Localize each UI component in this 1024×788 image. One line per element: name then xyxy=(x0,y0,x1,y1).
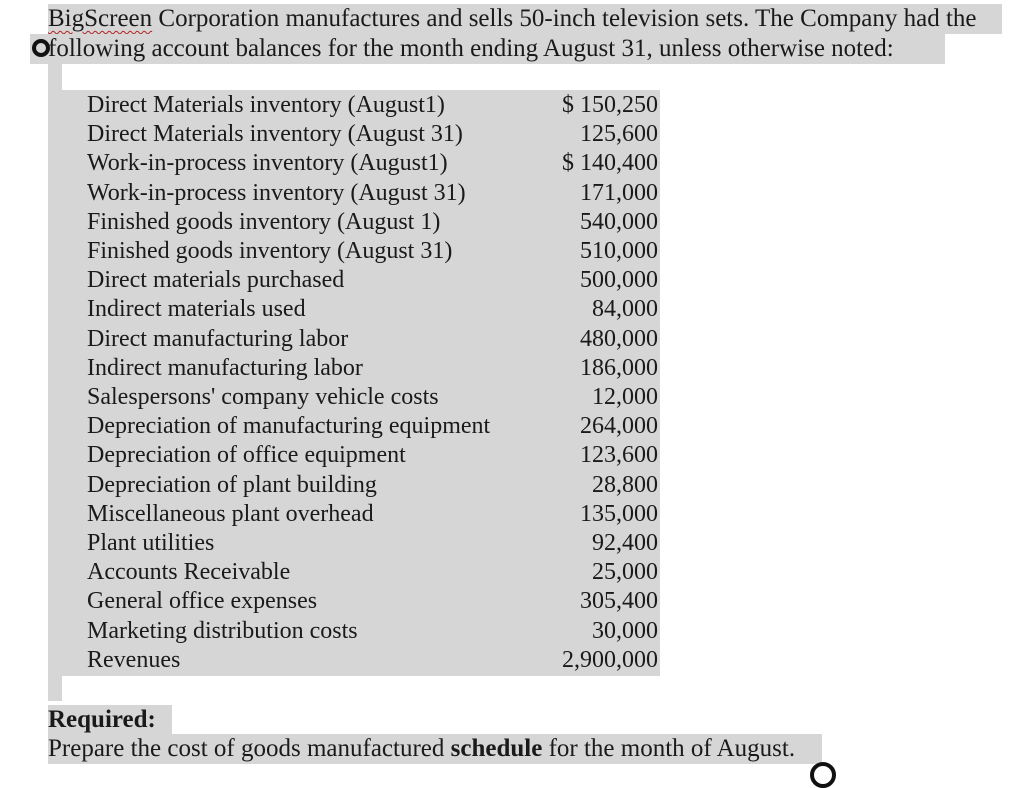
account-label: Revenues xyxy=(87,646,181,673)
account-value: 125,600 xyxy=(580,121,658,148)
account-label: Depreciation of manufacturing equipment xyxy=(87,413,491,440)
account-label: Indirect materials used xyxy=(87,296,306,323)
account-label: General office expenses xyxy=(87,588,318,615)
account-value: 540,000 xyxy=(580,208,658,235)
account-row xyxy=(87,325,660,354)
account-row xyxy=(87,441,660,470)
account-value: 305,400 xyxy=(580,588,658,615)
account-value: 186,000 xyxy=(580,354,658,381)
intro-line-1-text: Corporation manufactures and sells 50-inch television sets. The Company had the xyxy=(152,5,977,32)
account-label: Work-in-process inventory (August1) xyxy=(87,150,448,177)
account-label: Plant utilities xyxy=(87,530,215,556)
account-row xyxy=(87,149,660,178)
account-label: Direct manufacturing labor xyxy=(87,325,349,352)
account-label: Direct Materials inventory (August 31) xyxy=(87,121,463,148)
intro-line-2: following account balances for the month ending August 31, unless otherwise noted: xyxy=(30,34,945,64)
account-label: Indirect manufacturing labor xyxy=(87,354,363,381)
account-label: Finished goods inventory (August 1) xyxy=(87,208,441,235)
company-name: BigScreen xyxy=(48,5,153,32)
account-value: 171,000 xyxy=(580,179,658,206)
account-value: 510,000 xyxy=(580,238,658,264)
account-value: 500,000 xyxy=(580,267,658,294)
account-row xyxy=(87,295,660,324)
account-row xyxy=(87,237,660,266)
account-row xyxy=(87,587,660,616)
account-label: Marketing distribution costs xyxy=(87,617,358,644)
account-label: Salespersons' company vehicle costs xyxy=(87,384,439,410)
account-row xyxy=(87,266,660,295)
account-label: Finished goods inventory (August 31) xyxy=(87,238,453,264)
account-value: $ 150,250 xyxy=(562,92,658,118)
account-label: Miscellaneous plant overhead xyxy=(87,500,374,527)
account-value: 84,000 xyxy=(592,296,658,323)
account-row xyxy=(87,91,660,120)
selection-handle-icon[interactable] xyxy=(810,762,836,788)
highlight-bar xyxy=(48,64,62,701)
account-label: Depreciation of office equipment xyxy=(87,442,406,469)
account-value: 2,900,000 xyxy=(562,646,658,673)
account-row xyxy=(87,208,660,237)
required-instruction xyxy=(48,734,822,764)
account-row xyxy=(87,529,660,558)
account-row xyxy=(87,617,660,646)
account-value: 92,400 xyxy=(592,530,658,556)
account-label: Direct Materials inventory (August1) xyxy=(87,92,445,118)
account-row xyxy=(87,354,660,383)
account-value: $ 140,400 xyxy=(562,150,658,177)
account-label: Direct materials purchased xyxy=(87,267,345,294)
intro-line-1 xyxy=(48,4,1002,34)
required-text-start: Prepare the cost of goods manufactured xyxy=(48,735,451,762)
account-value: 123,600 xyxy=(580,442,658,469)
account-row xyxy=(87,500,660,529)
required-heading: Required: xyxy=(48,705,172,735)
account-label: Depreciation of plant building xyxy=(87,471,377,498)
account-label: Accounts Receivable xyxy=(87,559,291,586)
account-value: 480,000 xyxy=(580,325,658,352)
account-value: 30,000 xyxy=(592,617,658,644)
account-value: 25,000 xyxy=(592,559,658,586)
account-value: 135,000 xyxy=(580,500,658,527)
account-row xyxy=(87,558,660,587)
account-value: 12,000 xyxy=(592,384,658,410)
account-row xyxy=(87,646,660,675)
required-text-end: for the month of August. xyxy=(542,735,796,762)
account-row xyxy=(87,383,660,412)
required-text-bold: schedule xyxy=(450,735,543,762)
account-value: 28,800 xyxy=(592,471,658,498)
account-row xyxy=(87,120,660,149)
account-row xyxy=(87,179,660,208)
account-row xyxy=(87,412,660,441)
selection-handle-icon[interactable] xyxy=(32,39,50,57)
account-value: 264,000 xyxy=(580,413,658,440)
account-row xyxy=(87,471,660,500)
account-label: Work-in-process inventory (August 31) xyxy=(87,179,466,206)
